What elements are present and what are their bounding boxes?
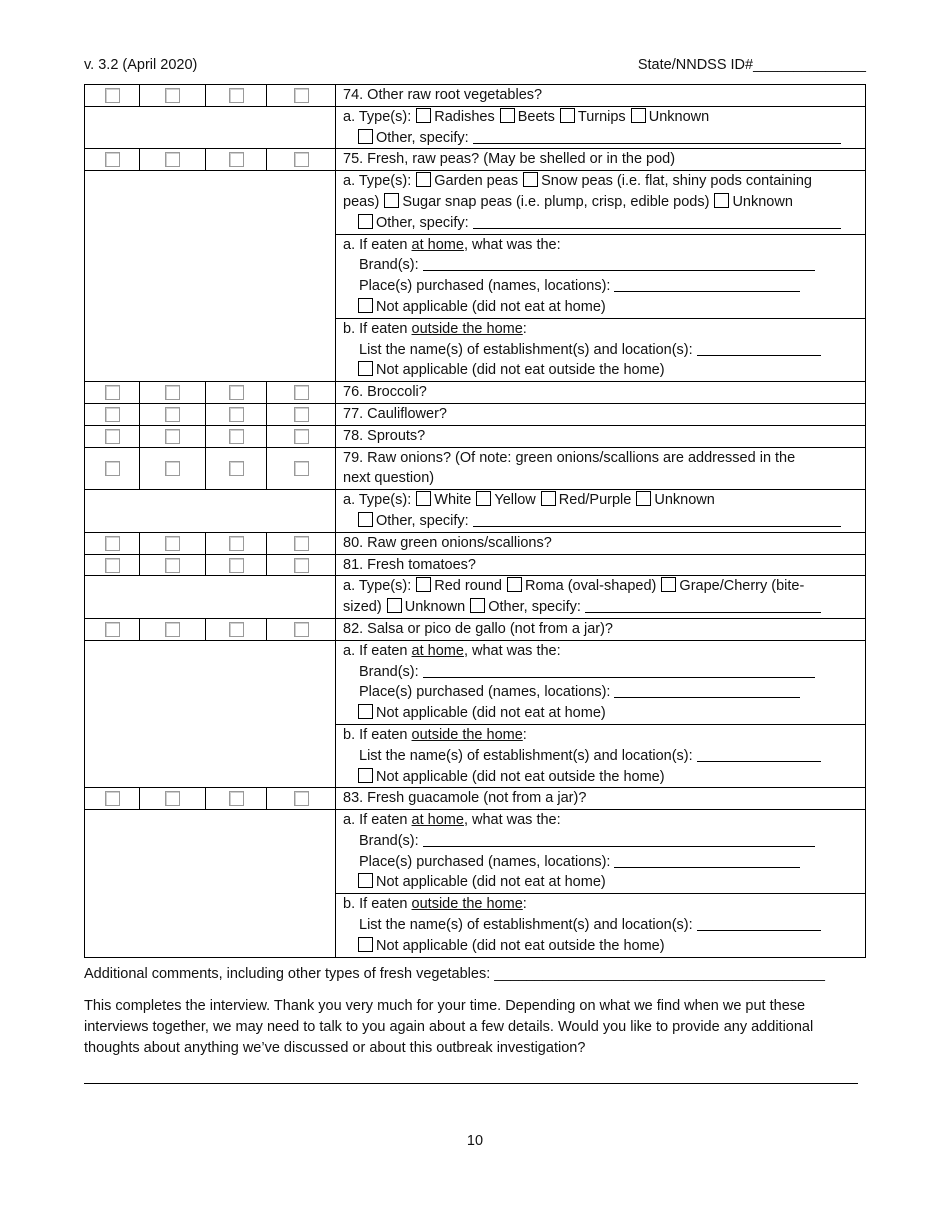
response-checkbox-no[interactable] [294, 558, 309, 573]
response-checkbox-probably-not[interactable] [229, 429, 244, 444]
establishment-line[interactable] [697, 747, 821, 762]
response-checkbox-probably-not[interactable] [229, 88, 244, 103]
outside-prefix: b. If eaten [343, 320, 412, 337]
roma-checkbox[interactable] [507, 577, 522, 592]
response-checkbox-yes[interactable] [105, 407, 120, 422]
brand-line[interactable] [423, 663, 815, 678]
question-text: 83. Fresh guacamole (not from a jar)? [336, 788, 866, 810]
response-checkbox-probably-not[interactable] [229, 407, 244, 422]
at-home-prefix: a. If eaten [343, 236, 412, 253]
question-74-types-row [85, 106, 866, 149]
question-text-line: next question) [343, 470, 435, 487]
option-label: White [434, 492, 472, 509]
type-label: a. Type(s): [343, 578, 412, 595]
other-specify-label: Other, specify: [488, 599, 581, 616]
garden-peas-checkbox[interactable] [416, 172, 431, 187]
response-checkbox-probably[interactable] [165, 88, 180, 103]
na-home-label: Not applicable (did not eat at home) [376, 298, 606, 315]
question-text: 82. Salsa or pico de gallo (not from a jar)? [336, 618, 866, 640]
question-text: 81. Fresh tomatoes? [336, 554, 866, 576]
outside-prefix: b. If eaten [343, 896, 412, 913]
outside-prefix: b. If eaten [343, 726, 412, 743]
question-83-at-home-row [85, 810, 866, 894]
response-checkbox-no[interactable] [294, 461, 309, 476]
place-label: Place(s) purchased (names, locations): [359, 853, 611, 870]
page-header [84, 57, 866, 77]
response-checkbox-no[interactable] [294, 88, 309, 103]
option-label: Unknown [404, 599, 466, 616]
question-row-77 [85, 403, 866, 425]
at-home-emphasis: at home [411, 642, 464, 659]
response-checkbox-no[interactable] [294, 407, 309, 422]
at-home-suffix: , what was the: [463, 812, 561, 829]
response-checkbox-no[interactable] [294, 536, 309, 551]
response-checkbox-no[interactable] [294, 791, 309, 806]
other-specify-line[interactable] [473, 512, 841, 527]
option-label: Red round [434, 578, 502, 595]
response-checkbox-probably-not[interactable] [229, 791, 244, 806]
unknown-checkbox[interactable] [631, 108, 646, 123]
unknown-checkbox[interactable] [636, 491, 651, 506]
page-number: 10 [466, 1133, 484, 1149]
question-text: 78. Sprouts? [336, 425, 866, 447]
other-specify-label: Other, specify: [376, 214, 469, 231]
question-row-80 [85, 532, 866, 554]
yellow-checkbox[interactable] [476, 491, 491, 506]
question-81-types-row [85, 576, 866, 619]
option-label: Turnips [577, 108, 626, 125]
response-checkbox-probably[interactable] [165, 152, 180, 167]
other-specify-label: Other, specify: [376, 129, 469, 146]
response-checkbox-probably-not[interactable] [229, 536, 244, 551]
response-checkbox-yes[interactable] [105, 622, 120, 637]
question-text-line: 79. Raw onions? (Of note: green onions/scallions are addressed in the [343, 449, 796, 466]
question-row-75 [85, 149, 866, 171]
question-text: 80. Raw green onions/scallions? [336, 532, 866, 554]
response-checkbox-yes[interactable] [105, 461, 120, 476]
brand-line[interactable] [423, 832, 815, 847]
response-checkbox-probably[interactable] [165, 558, 180, 573]
response-checkbox-probably[interactable] [165, 791, 180, 806]
state-id-field[interactable]: State/NNDSS ID#______________ [637, 57, 866, 73]
at-home-prefix: a. If eaten [343, 812, 412, 829]
red-purple-checkbox[interactable] [541, 491, 556, 506]
vegetables-questionnaire-table [84, 84, 866, 958]
response-checkbox-yes[interactable] [105, 536, 120, 551]
response-checkbox-probably[interactable] [165, 536, 180, 551]
brand-line[interactable] [423, 256, 815, 271]
additional-thoughts-line[interactable] [84, 1083, 858, 1084]
question-82-at-home-row [85, 640, 866, 724]
place-label: Place(s) purchased (names, locations): [359, 278, 611, 295]
other-specify-label: Other, specify: [376, 512, 469, 529]
establishment-line[interactable] [697, 916, 821, 931]
option-label: peas) [343, 193, 380, 210]
other-checkbox[interactable] [470, 598, 485, 613]
place-line[interactable] [614, 683, 800, 698]
place-line[interactable] [614, 853, 800, 868]
option-label: Grape/Cherry (bite- [679, 578, 805, 595]
additional-comments-field[interactable]: Additional comments, including other types of fresh vegetables: _________________________________________ [84, 966, 825, 982]
sugar-snap-peas-checkbox[interactable] [384, 193, 399, 208]
place-line[interactable] [614, 277, 800, 292]
question-row-79 [85, 447, 866, 490]
response-checkbox-probably[interactable] [165, 385, 180, 400]
other-specify-line[interactable] [473, 214, 841, 229]
response-checkbox-yes[interactable] [105, 791, 120, 806]
question-79-types-row [85, 490, 866, 533]
response-checkbox-yes[interactable] [105, 429, 120, 444]
at-home-suffix: , what was the: [463, 642, 561, 659]
question-75-types-row [85, 171, 866, 234]
na-outside-checkbox[interactable] [358, 768, 373, 783]
question-row-74 [85, 85, 866, 107]
na-outside-checkbox[interactable] [358, 361, 373, 376]
response-checkbox-yes[interactable] [105, 88, 120, 103]
na-outside-label: Not applicable (did not eat outside the home) [376, 768, 665, 785]
brand-label: Brand(s): [359, 257, 419, 274]
other-checkbox[interactable] [358, 214, 373, 229]
outside-suffix: : [522, 726, 527, 743]
option-label: Unknown [648, 108, 710, 125]
form-version: v. 3.2 (April 2020) [84, 57, 198, 73]
na-home-checkbox[interactable] [358, 298, 373, 313]
outside-suffix: : [522, 896, 527, 913]
establishment-label: List the name(s) of establishment(s) and location(s): [359, 747, 693, 764]
at-home-suffix: , what was the: [463, 236, 561, 253]
question-text: 76. Broccoli? [336, 382, 866, 404]
response-checkbox-probably-not[interactable] [229, 152, 244, 167]
type-label: a. Type(s): [343, 108, 412, 125]
response-checkbox-probably-not[interactable] [229, 622, 244, 637]
na-home-label: Not applicable (did not eat at home) [376, 874, 606, 891]
response-checkbox-probably[interactable] [165, 622, 180, 637]
option-label: Snow peas (i.e. flat, shiny pods containing [541, 173, 812, 190]
other-specify-line[interactable] [473, 129, 841, 144]
at-home-prefix: a. If eaten [343, 642, 412, 659]
type-label: a. Type(s): [343, 492, 412, 509]
outside-suffix: : [522, 320, 527, 337]
response-checkbox-probably[interactable] [165, 429, 180, 444]
closing-paragraph: This completes the interview. Thank you very much for your time. Depending on what we find when we put these interviews together, we may need to talk to you again about a few details. Would you like to provide any additional thoughts about anything we’ve discussed or about this outbreak investigation? [84, 998, 814, 1056]
question-text [336, 447, 866, 490]
na-home-checkbox[interactable] [358, 704, 373, 719]
place-label: Place(s) purchased (names, locations): [359, 684, 611, 701]
other-specify-line[interactable] [585, 598, 821, 613]
brand-label: Brand(s): [359, 832, 419, 849]
option-label: Sugar snap peas (i.e. plump, crisp, edible pods) [402, 193, 710, 210]
at-home-emphasis: at home [411, 236, 464, 253]
snow-peas-checkbox[interactable] [523, 172, 538, 187]
question-text: 74. Other raw root vegetables? [336, 85, 866, 107]
option-label: sized) [343, 599, 382, 616]
establishment-line[interactable] [697, 341, 821, 356]
white-checkbox[interactable] [416, 491, 431, 506]
radishes-checkbox[interactable] [416, 108, 431, 123]
outside-emphasis: outside the home [411, 320, 523, 337]
response-checkbox-yes[interactable] [105, 385, 120, 400]
outside-emphasis: outside the home [411, 726, 523, 743]
at-home-emphasis: at home [411, 812, 464, 829]
brand-label: Brand(s): [359, 663, 419, 680]
option-label: Beets [517, 108, 555, 125]
question-row-76 [85, 382, 866, 404]
response-checkbox-probably[interactable] [165, 461, 180, 476]
option-label: Unknown [732, 193, 793, 210]
response-checkbox-yes[interactable] [105, 152, 120, 167]
beets-checkbox[interactable] [500, 108, 515, 123]
question-row-78 [85, 425, 866, 447]
na-outside-label: Not applicable (did not eat outside the home) [376, 362, 665, 379]
grape-cherry-checkbox[interactable] [661, 577, 676, 592]
response-checkbox-probably-not[interactable] [229, 558, 244, 573]
response-checkbox-probably-not[interactable] [229, 461, 244, 476]
question-text: 77. Cauliflower? [336, 403, 866, 425]
na-home-checkbox[interactable] [358, 873, 373, 888]
option-label: Roma (oval-shaped) [525, 578, 657, 595]
na-outside-label: Not applicable (did not eat outside the home) [376, 937, 665, 954]
establishment-label: List the name(s) of establishment(s) and location(s): [359, 341, 693, 358]
response-checkbox-no[interactable] [294, 385, 309, 400]
type-label: a. Type(s): [343, 173, 412, 190]
question-row-81 [85, 554, 866, 576]
other-checkbox[interactable] [358, 512, 373, 527]
response-checkbox-no[interactable] [294, 429, 309, 444]
option-label: Garden peas [434, 173, 519, 190]
response-checkbox-probably[interactable] [165, 407, 180, 422]
outside-emphasis: outside the home [411, 896, 523, 913]
turnips-checkbox[interactable] [560, 108, 575, 123]
na-home-label: Not applicable (did not eat at home) [376, 705, 606, 722]
unknown-checkbox[interactable] [387, 598, 402, 613]
establishment-label: List the name(s) of establishment(s) and location(s): [359, 917, 693, 934]
option-label: Unknown [654, 492, 715, 509]
question-row-83 [85, 788, 866, 810]
response-checkbox-yes[interactable] [105, 558, 120, 573]
option-label: Yellow [494, 492, 536, 509]
option-label: Radishes [434, 108, 495, 125]
other-checkbox[interactable] [358, 129, 373, 144]
red-round-checkbox[interactable] [416, 577, 431, 592]
na-outside-checkbox[interactable] [358, 937, 373, 952]
response-checkbox-no[interactable] [294, 152, 309, 167]
response-checkbox-probably-not[interactable] [229, 385, 244, 400]
question-row-82 [85, 618, 866, 640]
response-checkbox-no[interactable] [294, 622, 309, 637]
option-label: Red/Purple [558, 492, 632, 509]
question-text: 75. Fresh, raw peas? (May be shelled or in the pod) [336, 149, 866, 171]
unknown-checkbox[interactable] [714, 193, 729, 208]
